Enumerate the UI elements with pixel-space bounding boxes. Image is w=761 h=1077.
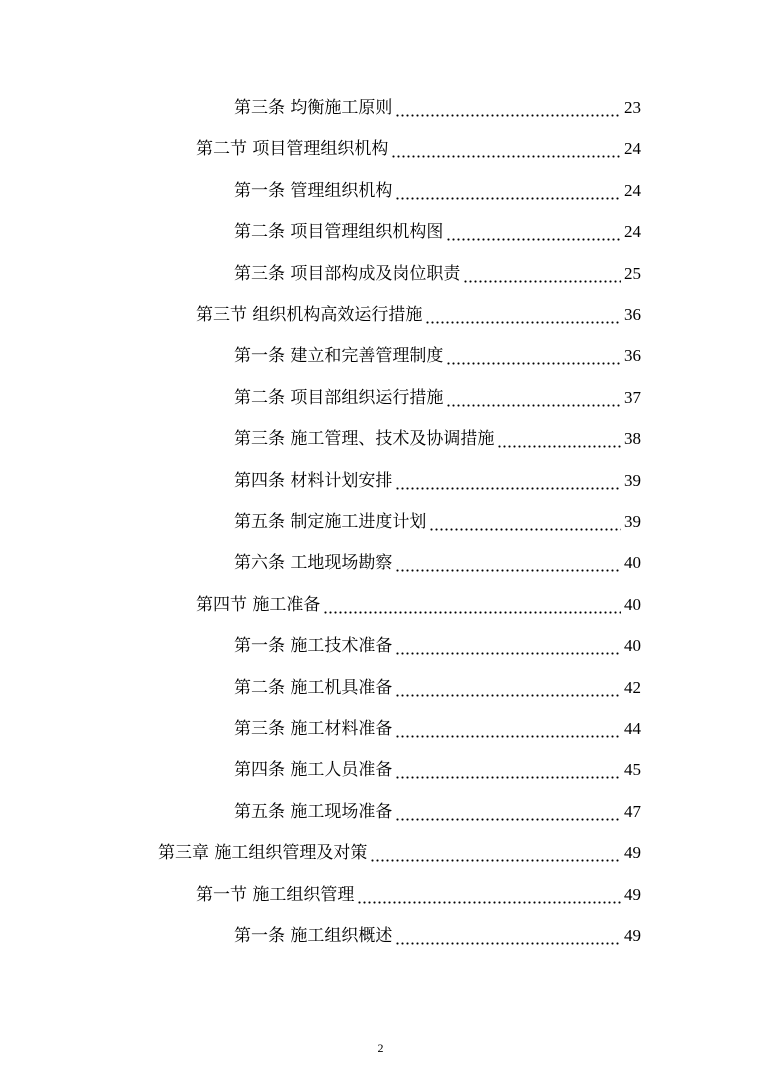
toc-entry-title: 第一条 建立和完善管理制度: [234, 346, 444, 367]
toc-entry[interactable]: [234, 386, 641, 410]
toc-entry-title: 第二条 施工机具准备: [234, 677, 393, 698]
toc-entry-page: 40: [624, 636, 641, 656]
toc-leader-dots: [395, 800, 621, 824]
toc-leader-dots: [395, 924, 621, 948]
toc-entry-title: 第五条 制定施工进度计划: [234, 512, 427, 532]
toc-entry[interactable]: [234, 469, 641, 493]
toc-entry[interactable]: [196, 593, 641, 617]
toc-entry-title: 第四节 施工准备: [196, 594, 321, 615]
toc-entry-page: 49: [624, 843, 641, 863]
toc-entry[interactable]: [234, 96, 641, 120]
toc-entry-title: 第二条 项目部组织运行措施: [234, 387, 444, 408]
toc-leader-dots: [446, 344, 621, 368]
toc-entry[interactable]: [234, 634, 641, 658]
toc-entry-page: 44: [624, 719, 641, 738]
toc-leader-dots: [395, 96, 621, 120]
toc-leader-dots: [395, 469, 621, 493]
toc-entry-page: 40: [624, 553, 641, 573]
toc-entry-page: 36: [624, 346, 641, 366]
toc-entry[interactable]: [234, 427, 641, 451]
toc-entry-title: 第三条 项目部构成及岗位职责: [234, 263, 461, 284]
toc-leader-dots: [446, 386, 621, 410]
toc-leader-dots: [395, 634, 621, 658]
toc-entry-title: 第四条 材料计划安排: [234, 470, 393, 491]
toc-leader-dots: [395, 551, 621, 575]
toc-entry-page: 49: [624, 884, 641, 904]
toc-leader-dots: [370, 841, 621, 865]
toc-entry-title: 第五条 施工现场准备: [234, 801, 393, 822]
toc-entry[interactable]: [196, 883, 641, 907]
toc-entry-title: 第二条 项目管理组织机构图: [234, 222, 444, 243]
page-number: 2: [377, 1041, 384, 1055]
toc-entry-page: 38: [624, 429, 641, 449]
toc-entry[interactable]: [234, 924, 641, 948]
toc-entry-page: 47: [624, 801, 641, 821]
toc-entry-title: 第一条 施工组织概述: [234, 926, 393, 946]
toc-entry-page: 49: [624, 926, 641, 945]
toc-entry[interactable]: [234, 510, 641, 534]
toc-entry[interactable]: [234, 800, 641, 824]
toc-entry[interactable]: [196, 303, 641, 327]
toc-entry-page: 36: [624, 305, 641, 324]
toc-leader-dots: [425, 303, 621, 327]
toc-leader-dots: [323, 593, 621, 617]
toc-entry-page: 23: [624, 98, 641, 117]
toc-entry-page: 24: [624, 180, 641, 200]
toc-entry[interactable]: [234, 717, 641, 741]
toc-leader-dots: [395, 676, 621, 700]
toc-entry-title: 第四条 施工人员准备: [234, 760, 393, 781]
toc-entry[interactable]: [234, 262, 641, 286]
toc-entry-page: 40: [624, 594, 641, 614]
toc-leader-dots: [391, 137, 621, 161]
toc-entry-title: 第六条 工地现场勘察: [234, 553, 393, 574]
toc-entry-title: 第三章 施工组织管理及对策: [158, 843, 368, 864]
toc-entry-title: 第三条 均衡施工原则: [234, 98, 393, 118]
toc-entry[interactable]: [234, 676, 641, 700]
toc-entry[interactable]: [196, 137, 641, 161]
toc-leader-dots: [497, 427, 621, 451]
toc-entry-page: 25: [624, 263, 641, 283]
toc-entry[interactable]: [234, 758, 641, 782]
toc-leader-dots: [446, 220, 621, 244]
toc-entry-page: 24: [624, 139, 641, 159]
toc-leader-dots: [395, 758, 621, 782]
toc-entry-page: 39: [624, 512, 641, 531]
toc-entry-page: 24: [624, 222, 641, 242]
toc-entry[interactable]: [234, 551, 641, 575]
toc-entry-page: 45: [624, 760, 641, 780]
toc-entry-title: 第一节 施工组织管理: [196, 884, 355, 905]
toc-entry-page: 42: [624, 677, 641, 697]
toc-entry-title: 第三条 施工管理、技术及协调措施: [234, 429, 495, 450]
toc-leader-dots: [357, 883, 621, 907]
toc-leader-dots: [429, 510, 621, 534]
toc-entry-title: 第二节 项目管理组织机构: [196, 139, 389, 160]
toc-entry[interactable]: [234, 179, 641, 203]
toc-entry-title: 第三条 施工材料准备: [234, 719, 393, 739]
toc-leader-dots: [395, 717, 621, 741]
toc-leader-dots: [395, 179, 621, 203]
toc-entry-page: 37: [624, 387, 641, 407]
toc-entry-title: 第一条 管理组织机构: [234, 180, 393, 201]
toc-leader-dots: [463, 262, 621, 286]
toc-entry-title: 第三节 组织机构高效运行措施: [196, 305, 423, 325]
toc-entry[interactable]: [234, 220, 641, 244]
toc-entry[interactable]: [158, 841, 641, 865]
toc-entry[interactable]: [234, 344, 641, 368]
toc-entry-page: 39: [624, 470, 641, 490]
toc-entry-title: 第一条 施工技术准备: [234, 636, 393, 657]
